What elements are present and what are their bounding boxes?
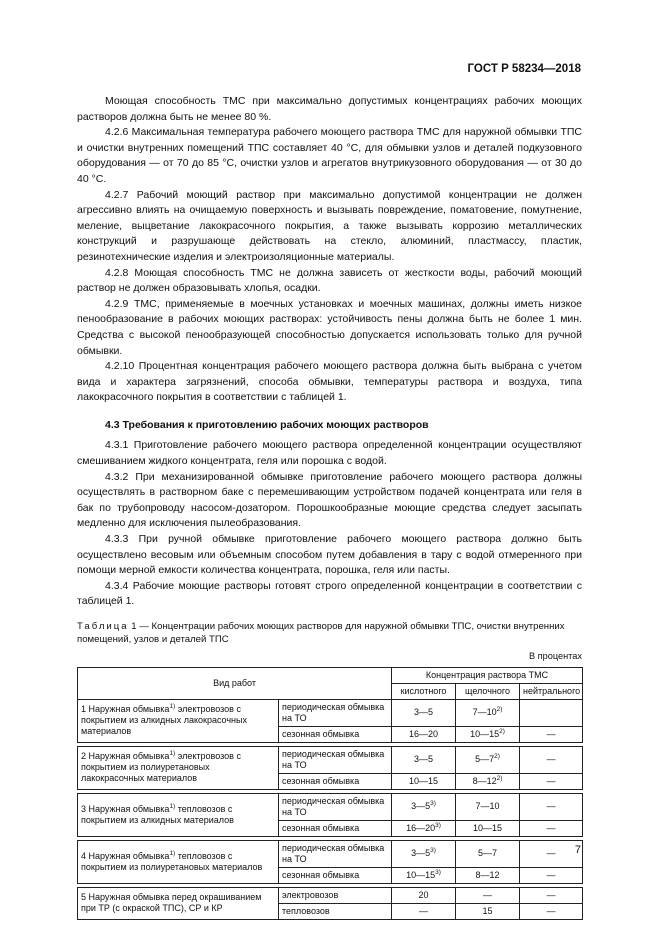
wash-mode-cell bbox=[279, 699, 392, 726]
wash-mode-cell bbox=[279, 773, 392, 789]
table-caption-label: Таблица bbox=[77, 621, 129, 632]
wash-mode-cell bbox=[279, 840, 392, 867]
cell-value: — bbox=[419, 905, 429, 916]
work-type-text: 3 Наружная обмывка bbox=[81, 803, 170, 814]
table-cell-alk bbox=[456, 887, 520, 903]
work-type-text-rest: электровозов с покрытием из алкидных лакокрасочных материалов bbox=[81, 704, 247, 737]
wash-mode-cell bbox=[279, 903, 392, 919]
table-cell-acid bbox=[392, 746, 456, 773]
table-cell-neut bbox=[520, 820, 583, 836]
work-type-cell bbox=[78, 840, 279, 883]
cell-value: 20 bbox=[418, 889, 429, 900]
cell-value: 3—5 bbox=[411, 848, 431, 859]
table-row bbox=[78, 699, 583, 726]
cell-value: 10—15 bbox=[406, 869, 436, 880]
wash-mode-text: сезонная обмывка bbox=[282, 775, 360, 786]
paragraph-4-2-9: 4.2.9 ТМС, применяемые в моечных установках и моечных машинах, должны иметь низкое пенообразование в рабочих моющих растворах: устойчивость пены должна быть не более 1 мин. Средства с высокой пенообразующей способностью допускается использовать только для ручной обмывки. bbox=[77, 297, 582, 357]
wash-mode-text: периодическая обмывка на ТО bbox=[282, 795, 385, 817]
table-cell-alk bbox=[456, 820, 520, 836]
footnote-ref: 3) bbox=[435, 821, 441, 829]
cell-value: 10—15 bbox=[470, 728, 500, 739]
work-type-text: 2 Наружная обмывка bbox=[81, 751, 170, 762]
paragraph-4-3-1: 4.3.1 Приготовление рабочего моющего раствора определенной концентрации осуществляют смешиванием жидкого концентрата, геля или порошка с водой. bbox=[77, 439, 582, 468]
paragraph: Моющая способность ТМС при максимально допустимых концентрациях рабочих моющих растворов должна быть не менее 80 %. bbox=[77, 95, 582, 123]
page-number: 7 bbox=[574, 844, 581, 856]
body-text bbox=[77, 94, 582, 920]
wash-mode-text: периодическая обмывка на ТО bbox=[282, 748, 385, 770]
wash-mode-cell bbox=[279, 887, 392, 903]
table-cell-alk bbox=[456, 867, 520, 883]
wash-mode-text: периодическая обмывка на ТО bbox=[282, 842, 385, 864]
table-cell-acid bbox=[392, 840, 456, 867]
wash-mode-text: сезонная обмывка bbox=[282, 822, 360, 833]
wash-mode-text: тепловозов bbox=[282, 905, 330, 916]
footnote-ref: 3) bbox=[430, 800, 436, 808]
footnote-ref: 1) bbox=[169, 750, 176, 758]
table-cell-neut bbox=[520, 773, 583, 789]
paragraph-4-2-7: 4.2.7 Рабочий моющий раствор при максимально допустимой концентрации не должен агрессивно влиять на очищаемую поверхность и вызывать повреждение, поматовение, помутнение, меление, выцветание лакокрасочного покрытия, а также вызывать коррозию металлических конструкций и разрушающе действовать на стекло, алюминий, пластмассу, пластик, резинотехнические изделия и электроизоляционные материалы. bbox=[77, 188, 582, 263]
work-type-text-rest: электровозов с покрытием из полиуретановых лакокрасочных материалов bbox=[81, 751, 241, 784]
footnote-ref: 1) bbox=[169, 849, 176, 857]
cell-value: — bbox=[546, 889, 556, 900]
table-cell-acid bbox=[392, 867, 456, 883]
table-cell-alk bbox=[456, 726, 520, 742]
table-row bbox=[78, 746, 583, 773]
header-concentration: Концентрация раствора ТМС bbox=[392, 667, 583, 683]
cell-value: 3—5 bbox=[411, 801, 431, 812]
paragraph-4-2-8: 4.2.8 Моющая способность ТМС не должна зависеть от жесткости воды, рабочий моющий раствор не должен образовывать хлопья, осадки. bbox=[77, 266, 582, 295]
table-unit-note: В процентах bbox=[528, 651, 582, 661]
cell-value: 8—12 bbox=[472, 775, 497, 786]
table-row bbox=[78, 793, 583, 820]
footnote-ref: 3) bbox=[430, 847, 436, 855]
table-cell-neut bbox=[520, 840, 583, 867]
table-caption bbox=[77, 620, 582, 646]
table-cell-acid bbox=[392, 887, 456, 903]
table-cell-alk bbox=[456, 903, 520, 919]
concentration-table bbox=[77, 667, 583, 920]
table-cell-alk bbox=[456, 699, 520, 726]
wash-mode-text: сезонная обмывка bbox=[282, 869, 360, 880]
table-row bbox=[78, 887, 583, 903]
wash-mode-text: периодическая обмывка на ТО bbox=[282, 701, 385, 723]
cell-value: — bbox=[546, 728, 556, 739]
footnote-ref: 1) bbox=[169, 802, 176, 810]
cell-value: 15 bbox=[482, 905, 493, 916]
work-type-text: 4 Наружная обмывка bbox=[81, 850, 170, 861]
table-cell-neut bbox=[520, 699, 583, 726]
table-cell-alk bbox=[456, 840, 520, 867]
table-body bbox=[78, 699, 583, 919]
cell-value: — bbox=[546, 775, 556, 786]
table-cell-neut bbox=[520, 746, 583, 773]
work-type-cell bbox=[78, 746, 279, 789]
table-cell-acid bbox=[392, 699, 456, 726]
cell-value: 7—10 bbox=[472, 707, 497, 718]
footnote-ref: 2) bbox=[496, 706, 503, 714]
wash-mode-cell bbox=[279, 726, 392, 742]
wash-mode-cell bbox=[279, 793, 392, 820]
work-type-cell bbox=[78, 793, 279, 836]
section-heading: 4.3 Требования к приготовлению рабочих моющих растворов bbox=[105, 418, 429, 431]
table-cell-acid bbox=[392, 773, 456, 789]
cell-value: 3—5 bbox=[414, 707, 434, 718]
table-row bbox=[78, 840, 583, 867]
cell-value: 8—12 bbox=[475, 869, 500, 880]
work-type-text: 5 Наружная обмывка перед окрашиванием при ТР (с окраской ТПС), СР и КР bbox=[81, 892, 262, 914]
footnote-ref: 1) bbox=[169, 703, 176, 711]
wash-mode-text: электровозов bbox=[282, 889, 339, 900]
cell-value: — bbox=[546, 869, 556, 880]
cell-value: 5—7 bbox=[475, 754, 495, 765]
wash-mode-cell bbox=[279, 867, 392, 883]
paragraph-4-2-6: 4.2.6 Максимальная температура рабочего моющего раствора ТМС для наружной обмывки ТПС и очистки внутренних помещений ТПС составляет 40 °С, для обмывки узлов и деталей подкузовного оборудования — от 70 до 85 °С, очистки узлов и агрегатов внутрикузовного оборудования — от 30 до 40 °С. bbox=[77, 126, 582, 185]
table-cell-neut bbox=[520, 887, 583, 903]
work-type-cell bbox=[78, 887, 279, 919]
table-caption-text: 1 — Концентрации рабочих моющих растворов для наружной обмывки ТПС, очистки внутренних помещений, узлов и деталей ТПС bbox=[77, 621, 565, 645]
header-neutral: нейтрального bbox=[520, 683, 583, 699]
wash-mode-text: сезонная обмывка bbox=[282, 728, 360, 739]
cell-value: 16—20 bbox=[409, 728, 439, 739]
paragraph-4-3-4: 4.3.4 Рабочие моющие растворы готовят строго определенной концентрации в соответствии с таблицей 1. bbox=[77, 579, 582, 608]
table-cell-neut bbox=[520, 793, 583, 820]
work-type-text-rest: тепловозов с покрытием из алкидных материалов bbox=[81, 803, 234, 825]
cell-value: — bbox=[546, 905, 556, 916]
footnote-ref: 2) bbox=[499, 727, 505, 735]
cell-value: — bbox=[546, 801, 556, 812]
table-cell-neut bbox=[520, 726, 583, 742]
cell-value: 10—15 bbox=[409, 775, 439, 786]
cell-value: — bbox=[546, 848, 556, 859]
footnote-ref: 2) bbox=[494, 753, 500, 761]
wash-mode-cell bbox=[279, 746, 392, 773]
cell-value: 3—5 bbox=[414, 754, 434, 765]
cell-value: — bbox=[546, 822, 556, 833]
cell-value: 10—15 bbox=[473, 822, 503, 833]
document-id: ГОСТ Р 58234—2018 bbox=[467, 63, 581, 75]
table-cell-neut bbox=[520, 867, 583, 883]
cell-value: 7—10 bbox=[475, 801, 500, 812]
header-acid: кислотного bbox=[392, 683, 456, 699]
table-cell-acid bbox=[392, 820, 456, 836]
cell-value: 16—20 bbox=[406, 822, 436, 833]
table-cell-alk bbox=[456, 773, 520, 789]
table-cell-alk bbox=[456, 746, 520, 773]
work-type-text: 1 Наружная обмывка bbox=[81, 704, 170, 715]
cell-value: 5—7 bbox=[478, 848, 498, 859]
table-cell-neut bbox=[520, 903, 583, 919]
table-cell-alk bbox=[456, 793, 520, 820]
footnote-ref: 3) bbox=[435, 868, 441, 876]
table-cell-acid bbox=[392, 793, 456, 820]
work-type-text-rest: тепловозов с покрытием из полиуретановых материалов bbox=[81, 850, 263, 872]
footnote-ref: 2) bbox=[496, 774, 503, 782]
table-cell-acid bbox=[392, 903, 456, 919]
paragraph-4-2-10: 4.2.10 Процентная концентрация рабочего моющего раствора должна быть выбрана с учетом вида и характера загрязнений, способа обмывки, температуры раствора и воздуха, типа лакокрасочного покрытия в соответствии с таблицей 1. bbox=[77, 360, 582, 404]
paragraph-4-3-3: 4.3.3 При ручной обмывке приготовление рабочего моющего раствора должно быть осуществлено весовым или объемным способом путем добавления в тару с водой отмеренного при помощи мерной емкости количества концентрата, порошка, геля или пасты. bbox=[77, 533, 582, 577]
header-alkaline: щелочного bbox=[456, 683, 520, 699]
work-type-cell bbox=[78, 699, 279, 742]
table-cell-acid bbox=[392, 726, 456, 742]
cell-value: — bbox=[546, 754, 556, 765]
cell-value: — bbox=[483, 889, 493, 900]
wash-mode-cell bbox=[279, 820, 392, 836]
header-work-type: Вид работ bbox=[78, 667, 392, 699]
paragraph-4-3-2: 4.3.2 При механизированной обмывке приготовление рабочего моющего раствора должны осуществлять в растворном баке с перемешивающим устройством подачей концентрата или геля в бак по трубопроводу насосом-дозатором. Порошкообразные моющие средства следует засыпать медленно для исключения пылеобразования. bbox=[77, 470, 582, 530]
